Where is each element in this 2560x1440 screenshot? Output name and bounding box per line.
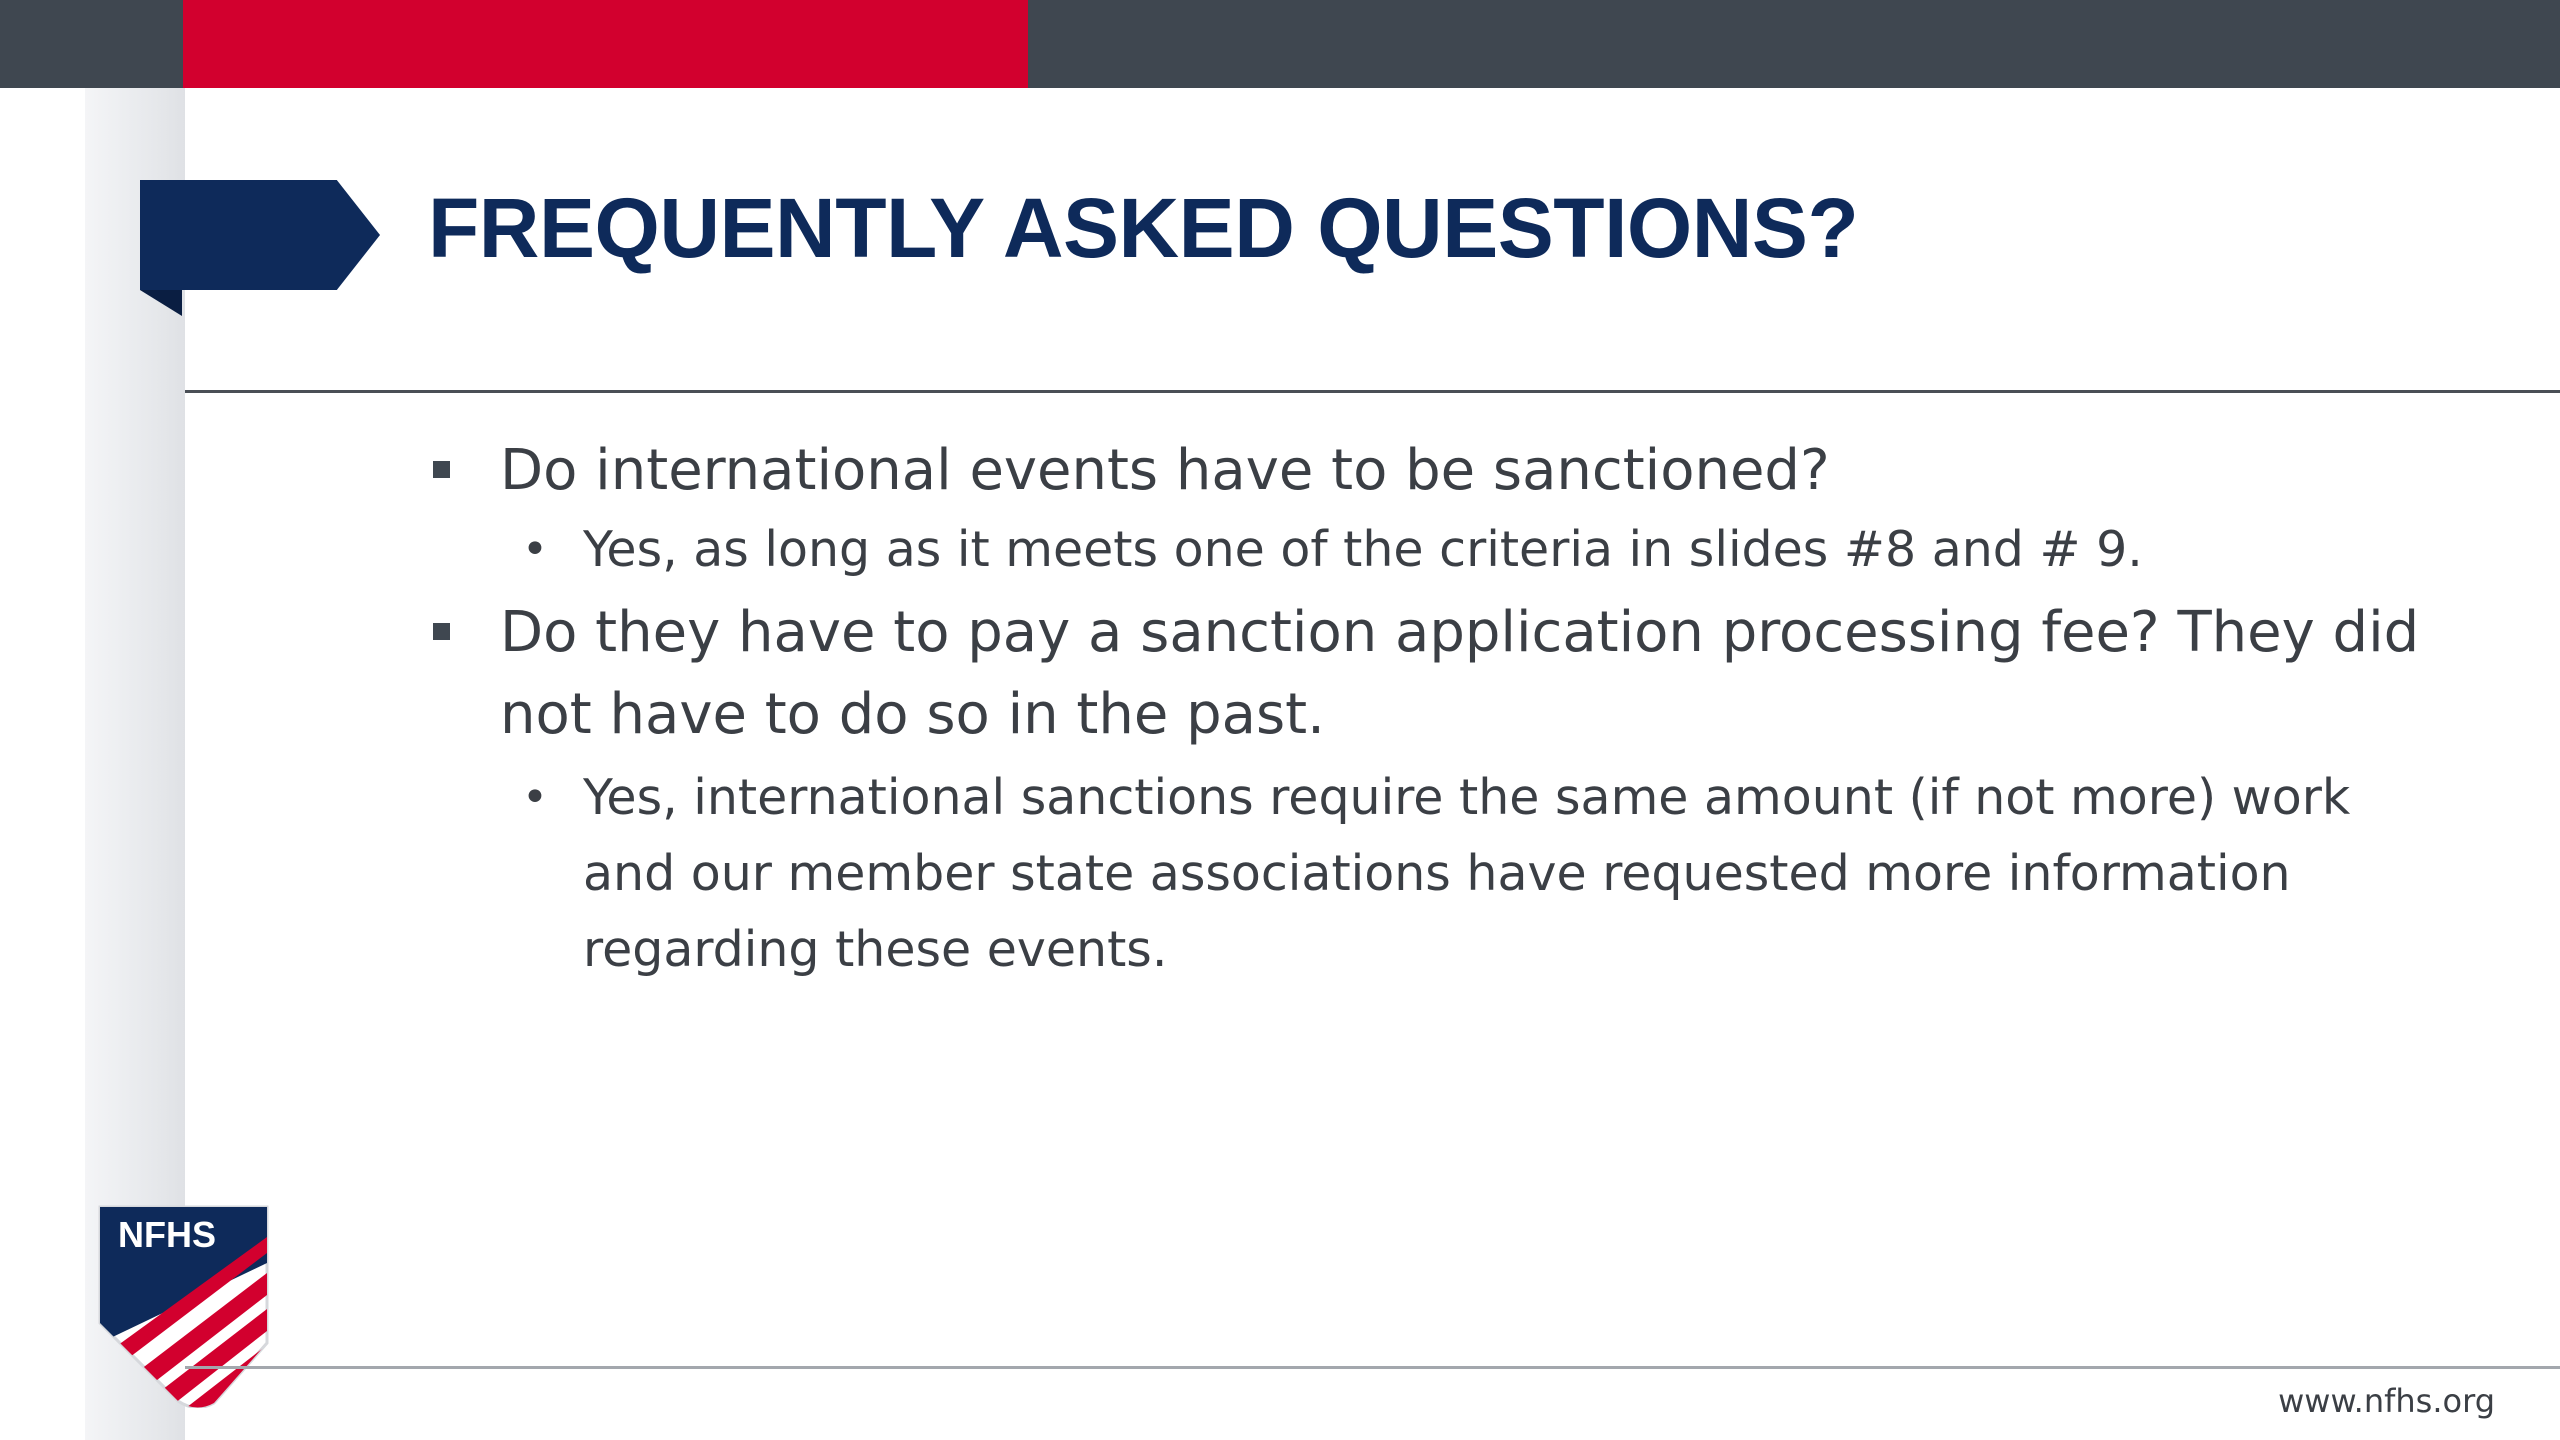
square-bullet-icon bbox=[433, 623, 450, 640]
square-bullet-icon bbox=[433, 461, 450, 478]
question-2-line-2: not have to do so in the past. bbox=[500, 682, 1325, 747]
answer-2-line-1: Yes, international sanctions require the same amount (if not more) work bbox=[583, 769, 2351, 826]
bullet-question-2 bbox=[425, 592, 2465, 756]
slide-title: FREQUENTLY ASKED QUESTIONS? bbox=[428, 181, 1859, 275]
answer-2-line-2: and our member state associations have requested more information bbox=[583, 845, 2291, 902]
nfhs-logo bbox=[96, 1203, 271, 1408]
top-banner-red-accent bbox=[183, 0, 1028, 88]
title-arrow-tab bbox=[140, 180, 380, 290]
dot-bullet-icon: • bbox=[522, 524, 548, 575]
bullet-question-1 bbox=[425, 430, 2465, 512]
answer-2-line-3: regarding these events. bbox=[583, 921, 1168, 978]
footer-divider bbox=[185, 1366, 2560, 1369]
question-1-text: Do international events have to be sanctioned? bbox=[500, 438, 1830, 503]
title-divider bbox=[185, 390, 2560, 393]
slide-body bbox=[425, 430, 2465, 988]
dot-bullet-icon: • bbox=[522, 772, 548, 823]
logo-text: NFHS bbox=[118, 1214, 216, 1255]
bullet-answer-1 bbox=[425, 512, 2465, 588]
bullet-answer-2 bbox=[425, 760, 2465, 988]
answer-1-text: Yes, as long as it meets one of the criteria in slides #8 and # 9. bbox=[583, 521, 2143, 578]
footer-url: www.nfhs.org bbox=[2278, 1382, 2495, 1420]
question-2-line-1: Do they have to pay a sanction application processing fee? They did bbox=[500, 600, 2420, 665]
